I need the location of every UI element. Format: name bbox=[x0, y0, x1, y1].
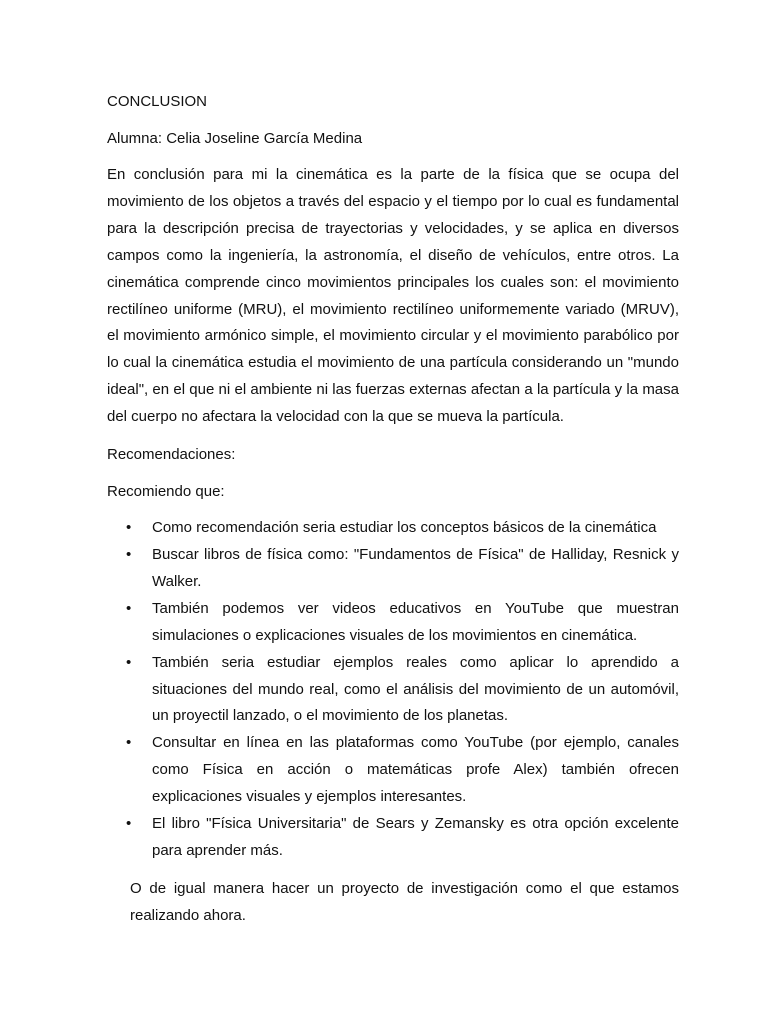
recommendation-text: El libro "Física Universitaria" de Sears y Zemansky es otra opción excelente para aprender más. bbox=[152, 815, 679, 859]
bullet-icon: • bbox=[126, 734, 132, 752]
student-name: Alumna: Celia Joseline García Medina bbox=[107, 130, 363, 147]
list-item bbox=[107, 596, 679, 650]
document-title: CONCLUSION bbox=[107, 93, 208, 110]
bullet-icon: • bbox=[126, 545, 132, 563]
conclusion-paragraph: En conclusión para mi la cinemática es la parte de la física que se ocupa del movimiento de los objetos a través del espacio y el tiempo por lo cual es fundamental para la descripción precisa de trayectorias y velocidades, y se aplica en diversos campos como la ingeniería, la astronomía, el diseño de vehículos, entre otros. La cinemática comprende cinco movimientos principales los cuales son: el movimiento rectilíneo uniforme (MRU), el movimiento rectilíneo uniformemente variado (MRUV), el movimiento armónico simple, el movimiento circular y el movimiento parabólico por lo cual la cinemática estudia el movimiento de una partícula considerando un "mundo ideal", en el que ni el ambiente ni las fuerzas externas afectan a la partícula y la masa del cuerpo no afectara la velocidad con la que se mueva la partícula. bbox=[107, 166, 679, 426]
list-item bbox=[107, 650, 679, 731]
closing-paragraph: O de igual manera hacer un proyecto de investigación como el que estamos realizando ahora. bbox=[130, 879, 679, 924]
recommendation-text: Buscar libros de física como: "Fundamentos de Física" de Halliday, Resnick y Walker. bbox=[152, 545, 679, 590]
document-page bbox=[107, 88, 679, 930]
bullet-icon: • bbox=[126, 815, 132, 833]
recommendation-text: También seria estudiar ejemplos reales como aplicar lo aprendido a situaciones del mundo real, como el análisis del movimiento de un automóvil, un proyectil lanzado, o el movimiento de los planetas. bbox=[152, 653, 679, 725]
recommendation-text: Como recomendación seria estudiar los conceptos básicos de la cinemática bbox=[152, 519, 657, 537]
list-item bbox=[107, 730, 679, 811]
bullet-icon: • bbox=[126, 519, 132, 537]
bullet-icon: • bbox=[126, 599, 132, 617]
recommendations-intro: Recomiendo que: bbox=[107, 483, 225, 501]
recommendation-text: También podemos ver videos educativos en YouTube que muestran simulaciones o explicaciones visuales de los movimientos en cinemática. bbox=[152, 599, 679, 644]
bullet-icon: • bbox=[126, 653, 132, 671]
recommendation-text: Consultar en línea en las plataformas como YouTube (por ejemplo, canales como Física en acción o matemáticas profe Alex) también ofrecen explicaciones visuales y ejemplos interesantes. bbox=[152, 734, 679, 806]
recommendations-list bbox=[107, 515, 679, 865]
recommendations-heading: Recomendaciones: bbox=[107, 446, 236, 464]
list-item bbox=[107, 542, 679, 596]
list-item bbox=[107, 811, 679, 865]
list-item bbox=[107, 515, 679, 542]
